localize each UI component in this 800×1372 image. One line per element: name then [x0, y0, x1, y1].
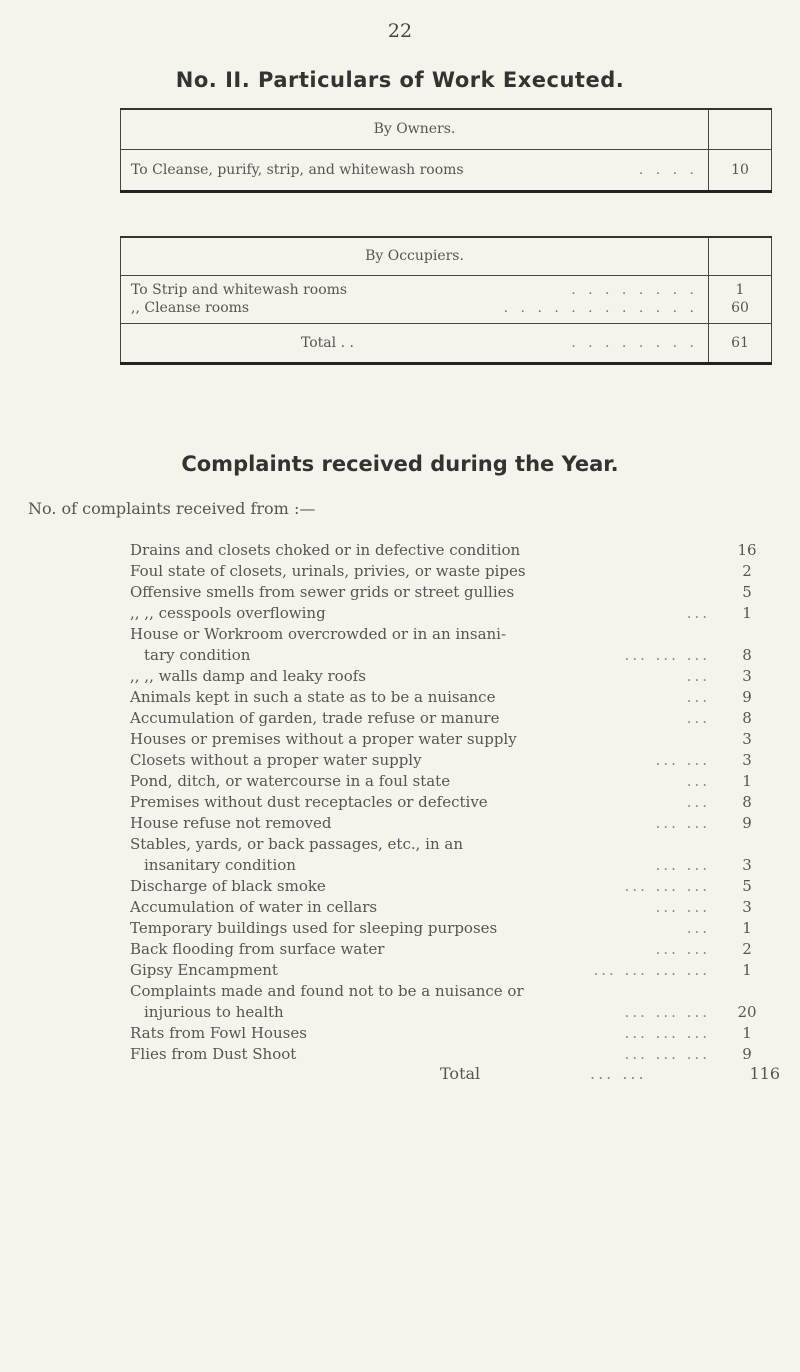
- complaint-text: Accumulation of water in cellars: [130, 898, 378, 916]
- complaint-text: ,, ,, walls damp and leaky roofs: [130, 667, 366, 685]
- total-leader: . . . . . . . .: [571, 334, 698, 351]
- complaints-heading: Complaints received during the Year.: [181, 452, 619, 476]
- complaint-text: ,, ,, cesspools overflowing: [130, 604, 326, 622]
- complaint-text: House refuse not removed: [130, 814, 332, 832]
- complaint-count: 3: [742, 667, 752, 685]
- complaint-leader: ... ...: [655, 814, 710, 832]
- list-item: [130, 645, 770, 666]
- complaint-text: Premises without dust receptacles or defective: [130, 793, 488, 811]
- complaint-leader: ... ...: [655, 940, 710, 958]
- row-label: ,, Cleanse rooms: [131, 300, 250, 316]
- list-item: [130, 582, 770, 603]
- complaint-leader: ... ...: [655, 856, 710, 874]
- complaint-count: 1: [742, 1024, 752, 1042]
- complaint-count: 8: [742, 793, 752, 811]
- complaint-text: Pond, ditch, or watercourse in a foul state: [130, 772, 451, 790]
- complaint-text: injurious to health: [144, 1003, 284, 1021]
- complaint-count: 1: [742, 919, 752, 937]
- complaint-text: Back flooding from surface water: [130, 940, 385, 958]
- complaints-list: [130, 540, 770, 1065]
- complaint-leader: ... ... ... ...: [593, 961, 710, 979]
- list-item: [130, 624, 770, 645]
- total-leader: ... ...: [590, 1064, 647, 1083]
- list-item: [130, 750, 770, 771]
- complaint-leader: ...: [686, 667, 710, 685]
- complaint-text: Drains and closets choked or in defective condition: [130, 541, 521, 559]
- total-label: Total: [440, 1064, 481, 1083]
- owners-table: [120, 108, 772, 193]
- complaint-text: Animals kept in such a state as to be a nuisance: [130, 688, 496, 706]
- complaint-count: 3: [742, 856, 752, 874]
- list-item: [130, 771, 770, 792]
- complaint-count: 3: [742, 730, 752, 748]
- list-item: [130, 666, 770, 687]
- row-leader: . . . .: [638, 161, 698, 178]
- complaint-leader: ... ... ...: [624, 1024, 710, 1042]
- complaint-leader: ...: [686, 688, 710, 706]
- list-item: [130, 813, 770, 834]
- row-value: 60: [731, 300, 749, 316]
- complaint-count: 1: [742, 772, 752, 790]
- complaint-text: Gipsy Encampment: [130, 961, 278, 979]
- complaint-leader: ...: [686, 919, 710, 937]
- section-title: No. II. Particulars of Work Executed.: [175, 68, 625, 92]
- complaint-text: Stables, yards, or back passages, etc., in an: [130, 835, 463, 853]
- complaint-count: 9: [742, 688, 752, 706]
- complaint-count: 3: [742, 751, 752, 769]
- complaint-count: 8: [742, 646, 752, 664]
- complaint-leader: ... ...: [655, 898, 710, 916]
- row-label: To Strip and whitewash rooms: [131, 282, 348, 298]
- complaint-count: 9: [742, 814, 752, 832]
- row-leader: . . . . . . . .: [571, 282, 698, 298]
- row-leader: . . . . . . . . . . . .: [503, 300, 698, 316]
- total-label: Total . .: [301, 334, 354, 351]
- table-row: [121, 149, 772, 191]
- list-item: [130, 603, 770, 624]
- complaint-count: 8: [742, 709, 752, 727]
- complaint-count: 2: [742, 562, 752, 580]
- complaint-count: 9: [742, 1045, 752, 1063]
- complaint-text: Offensive smells from sewer grids or street gullies: [130, 583, 515, 601]
- complaints-intro: No. of complaints received from :—: [28, 499, 316, 518]
- list-item: [130, 708, 770, 729]
- complaint-leader: ...: [686, 772, 710, 790]
- complaint-text: Flies from Dust Shoot: [130, 1045, 297, 1063]
- owners-heading: By Owners.: [121, 109, 709, 149]
- complaint-count: 3: [742, 898, 752, 916]
- list-item: [130, 540, 770, 561]
- complaint-count: 5: [742, 583, 752, 601]
- complaint-count: 1: [742, 604, 752, 622]
- occupiers-heading: By Occupiers.: [121, 237, 709, 275]
- complaint-leader: ... ... ...: [624, 1003, 710, 1021]
- complaint-leader: ... ... ...: [624, 646, 710, 664]
- total-value: 61: [709, 323, 772, 363]
- complaint-count: 5: [742, 877, 752, 895]
- complaint-leader: ... ...: [655, 751, 710, 769]
- total-value: 116: [749, 1064, 780, 1083]
- list-item: [130, 939, 770, 960]
- table-row: [121, 275, 772, 323]
- complaint-count: 2: [742, 940, 752, 958]
- complaint-text: Complaints made and found not to be a nuisance or: [130, 982, 524, 1000]
- row-value: 10: [709, 149, 772, 191]
- complaint-text: House or Workroom overcrowded or in an insani-: [130, 625, 507, 643]
- list-item: [130, 729, 770, 750]
- complaint-count: 20: [737, 1003, 757, 1021]
- list-item: [130, 981, 770, 1002]
- complaint-text: Houses or premises without a proper water supply: [130, 730, 517, 748]
- list-item: [130, 1044, 770, 1065]
- complaint-count: 16: [737, 541, 757, 559]
- occupiers-table: [120, 236, 772, 365]
- complaint-text: tary condition: [144, 646, 251, 664]
- complaint-leader: ...: [686, 793, 710, 811]
- complaint-leader: ...: [686, 709, 710, 727]
- list-item: [130, 1023, 770, 1044]
- total-row: [121, 323, 772, 363]
- list-item: [130, 792, 770, 813]
- list-item: [130, 687, 770, 708]
- list-item: [130, 876, 770, 897]
- row-label: To Cleanse, purify, strip, and whitewash rooms: [131, 161, 464, 178]
- complaint-text: Rats from Fowl Houses: [130, 1024, 307, 1042]
- list-item: [130, 561, 770, 582]
- complaint-leader: ...: [686, 604, 710, 622]
- complaint-text: Accumulation of garden, trade refuse or manure: [130, 709, 500, 727]
- list-item: [130, 918, 770, 939]
- complaint-text: Temporary buildings used for sleeping purposes: [130, 919, 498, 937]
- complaints-total: [440, 1064, 780, 1088]
- list-item: [130, 1002, 770, 1023]
- complaint-leader: ... ... ...: [624, 1045, 710, 1063]
- complaint-count: 1: [742, 961, 752, 979]
- complaint-text: insanitary condition: [144, 856, 296, 874]
- complaint-text: Discharge of black smoke: [130, 877, 326, 895]
- list-item: [130, 960, 770, 981]
- page-number: 22: [387, 20, 413, 42]
- complaint-leader: ... ... ...: [624, 877, 710, 895]
- complaint-text: Closets without a proper water supply: [130, 751, 422, 769]
- list-item: [130, 834, 770, 855]
- row-value: 1: [735, 282, 745, 298]
- list-item: [130, 855, 770, 876]
- complaint-text: Foul state of closets, urinals, privies, or waste pipes: [130, 562, 526, 580]
- list-item: [130, 897, 770, 918]
